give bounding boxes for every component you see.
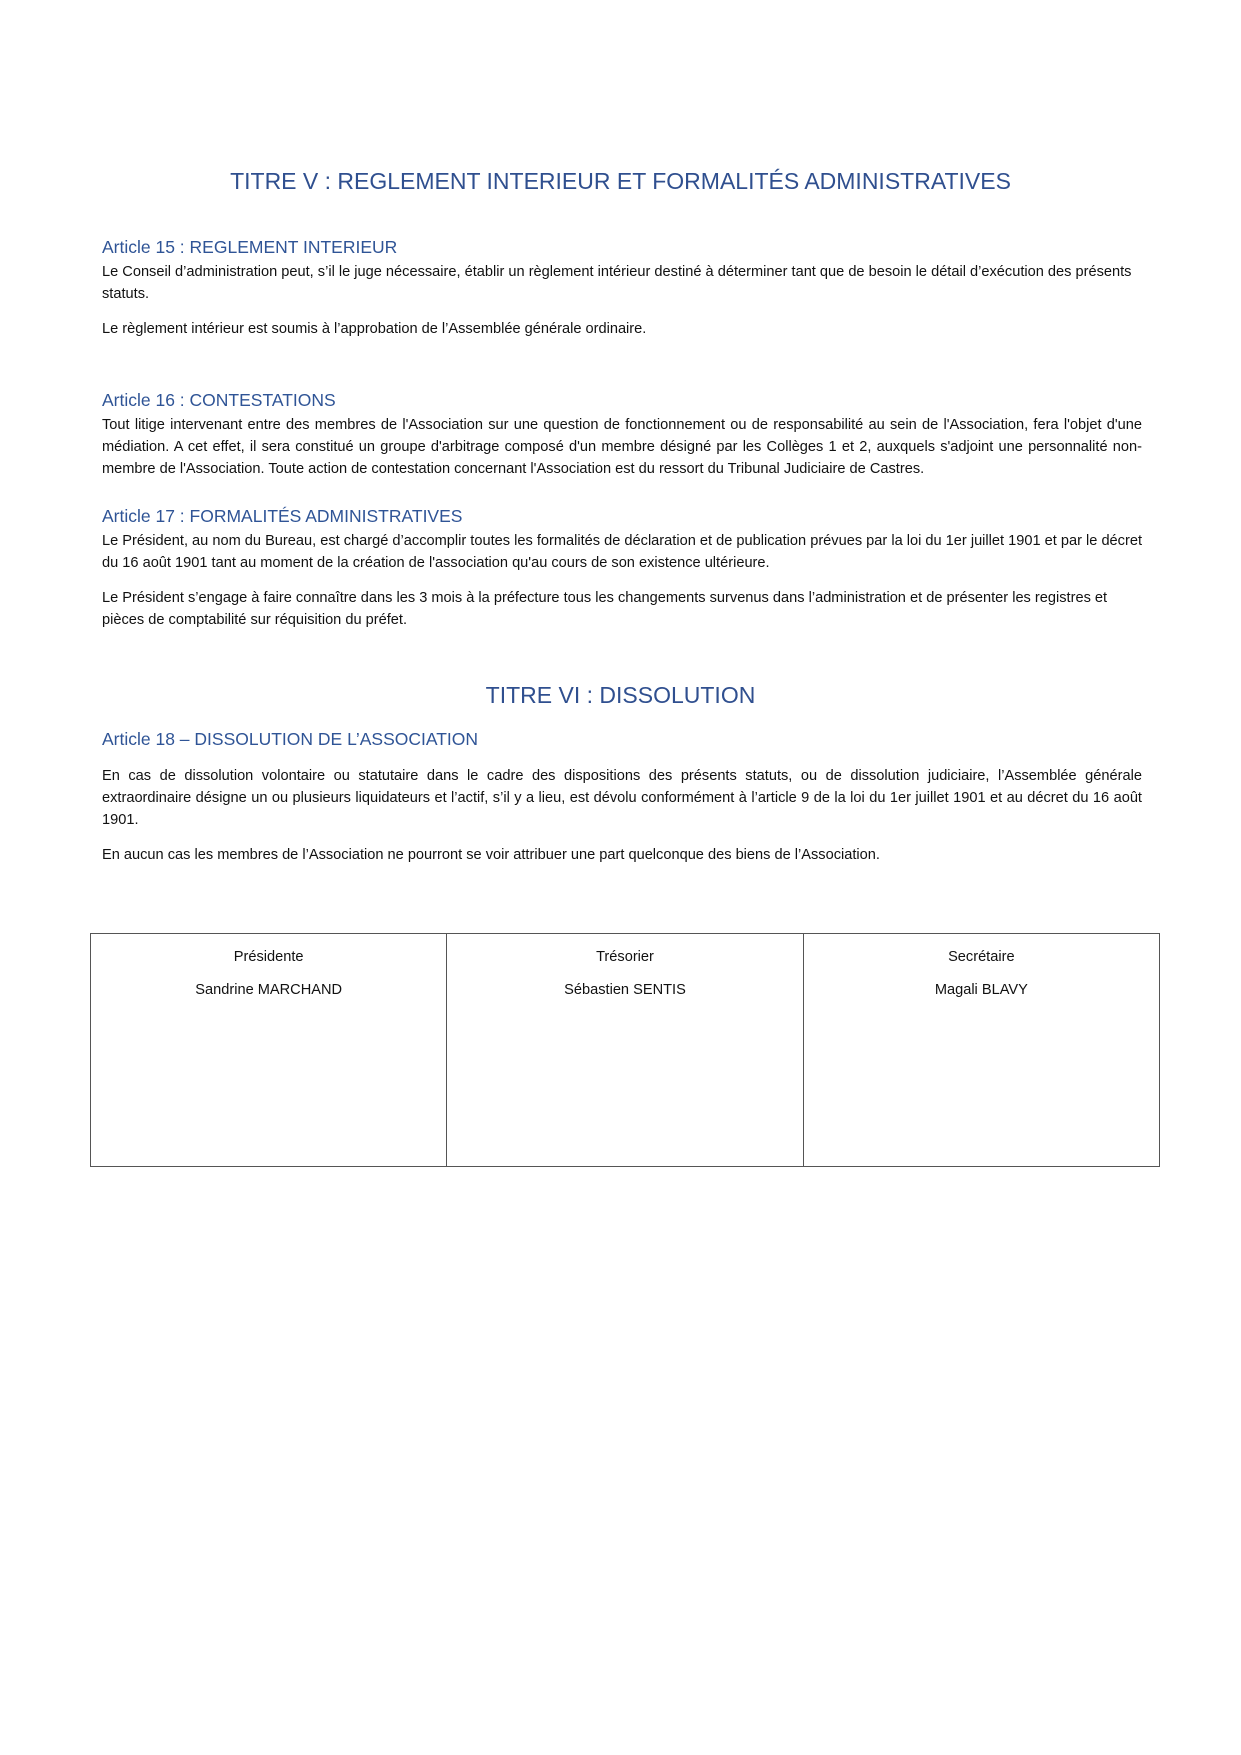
article-18-title: Article 18 – DISSOLUTION DE L’ASSOCIATION: [102, 729, 479, 749]
signature-cell-secretaire: [803, 934, 1159, 1167]
signature-name: Sébastien SENTIS: [564, 982, 686, 998]
signature-role: Trésorier: [596, 949, 654, 965]
article-15: [102, 235, 1142, 353]
article-18-paragraph-2: En aucun cas les membres de l’Association ne pourront se voir attribuer une part quelconque des biens de l’Association.: [102, 847, 880, 863]
article-18-paragraph-1: En cas de dissolution volontaire ou statutaire dans le cadre des dispositions des présents statuts, ou de dissolution judiciaire, l’Assemblée générale extraordinaire désigne un ou plusieurs liquidateurs et l’actif, s’il y a lieu, est dévolu conformément à l’article 9 de la loi du 1er juillet 1901 et au décret du 16 août 1901.: [102, 768, 1142, 828]
signature-row: [91, 934, 1160, 1167]
article-16-title: Article 16 : CONTESTATIONS: [102, 390, 336, 410]
signature-cell-presidente: [91, 934, 447, 1167]
article-15-title: Article 15 : REGLEMENT INTERIEUR: [102, 237, 398, 257]
article-15-paragraph-1: Le Conseil d’administration peut, s’il le juge nécessaire, établir un règlement intérieur destiné à déterminer tant que de besoin le détail d’exécution des présents statuts.: [102, 264, 1132, 302]
article-17-title: Article 17 : FORMALITÉS ADMINISTRATIVES: [102, 506, 463, 526]
signature-table: [90, 933, 1160, 1167]
article-17-paragraph-2: Le Président s’engage à faire connaître dans les 3 mois à la préfecture tous les changements survenus dans l’administration et de présenter les registres et pièces de comptabilité sur réquisition du préfet.: [102, 590, 1108, 628]
signature-cell-tresorier: [447, 934, 803, 1167]
signature-name: Magali BLAVY: [934, 982, 1028, 998]
titre-v-heading: TITRE V : REGLEMENT INTERIEUR ET FORMALITÉS ADMINISTRATIVES: [230, 168, 1011, 194]
article-17: [102, 504, 1142, 644]
signature-name: Sandrine MARCHAND: [195, 982, 343, 998]
signature-role: Secrétaire: [948, 949, 1015, 965]
titre-vi-heading: TITRE VI : DISSOLUTION: [485, 682, 756, 708]
article-18: [102, 727, 1142, 879]
article-17-paragraph-1: Le Président, au nom du Bureau, est chargé d’accomplir toutes les formalités de déclaration et de publication prévues par la loi du 1er juillet 1901 et par le décret du 16 août 1901 tant au moment de la création de l'association qu'au cours de son existence ultérieure.: [102, 533, 1143, 571]
article-16-paragraph-1: Tout litige intervenant entre des membres de l'Association sur une question de fonctionnement ou de responsabilité au sein de l'Association, fera l'objet d'une médiation. A cet effet, il sera constitué un groupe d'arbitrage composé d'un membre désigné par les Collèges 1 et 2, auxquels s'adjoint une personnalité non-membre de l'Association. Toute action de contestation concernant l'Association est du ressort du Tribunal Judiciaire de Castres.: [102, 417, 1142, 477]
signature-role: Présidente: [233, 949, 304, 965]
article-15-paragraph-2: Le règlement intérieur est soumis à l’approbation de l’Assemblée générale ordinaire.: [102, 321, 647, 337]
article-16: [102, 388, 1142, 493]
